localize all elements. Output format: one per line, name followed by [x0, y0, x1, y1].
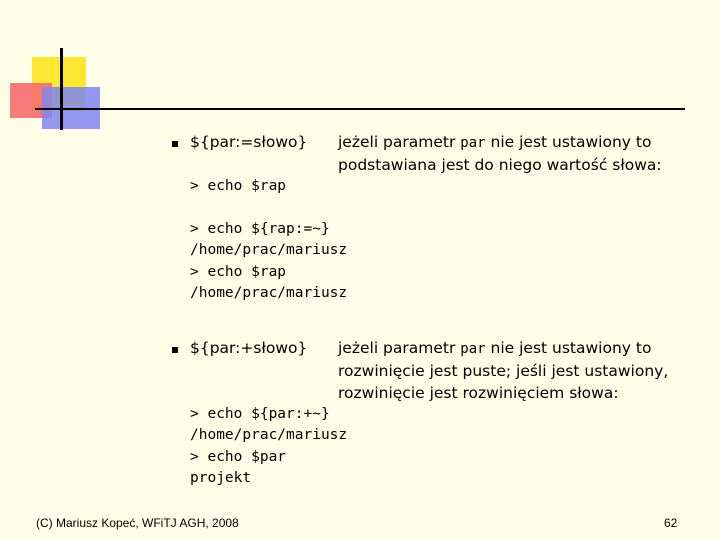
desc-text: jeżeli parametr — [338, 133, 461, 151]
code-line: > echo ${rap:=~} — [190, 221, 330, 237]
syntax-alternate-value: ${par:+słowo} — [190, 339, 308, 357]
desc-alternate-line2: rozwinięcie jest puste; jeśli jest ustawiony, — [338, 362, 669, 380]
desc-text: jeżeli parametr — [338, 339, 461, 357]
code-line: /home/prac/mariusz — [190, 242, 348, 258]
syntax-assign-default: ${par:=słowo} — [190, 133, 308, 151]
page-number: 62 — [664, 516, 678, 530]
code-line: > echo $rap — [190, 178, 287, 194]
code-line: /home/prac/mariusz — [190, 427, 348, 443]
desc-assign-default-line2: podstawiana jest do niego wartość słowa: — [338, 156, 662, 174]
param-code: par — [460, 341, 486, 357]
desc-text: nie jest ustawiony to — [485, 339, 652, 357]
bullet-icon — [172, 141, 178, 147]
param-code: par — [460, 135, 486, 151]
code-line: /home/prac/mariusz — [190, 285, 348, 301]
decor-vertical-line — [60, 48, 63, 130]
title-divider-line — [35, 108, 685, 110]
code-line: > echo ${par:+~} — [190, 406, 330, 422]
desc-text: nie jest ustawiony to — [485, 133, 652, 151]
desc-assign-default-line1 — [338, 131, 651, 154]
desc-alternate-line3: rozwinięcie jest rozwinięciem słowa: — [338, 384, 619, 402]
code-line: projekt — [190, 470, 252, 486]
code-line: > echo $par — [190, 449, 287, 465]
code-line: > echo $rap — [190, 264, 287, 280]
desc-alternate-line1 — [338, 337, 651, 360]
bullet-icon — [172, 347, 178, 353]
footer-copyright: (C) Mariusz Kopeć, WFiTJ AGH, 2008 — [36, 516, 239, 530]
